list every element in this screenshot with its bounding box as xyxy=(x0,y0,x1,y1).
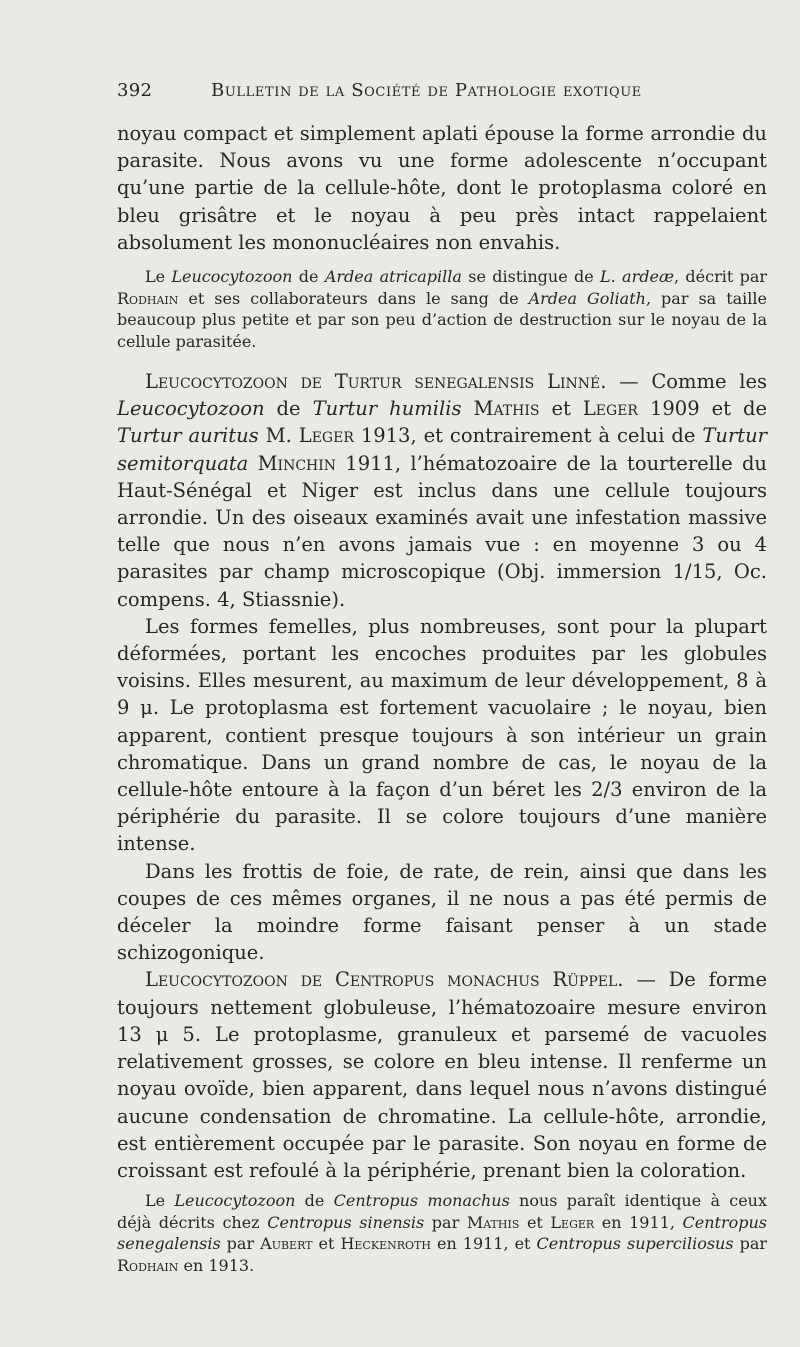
page-header xyxy=(117,80,677,110)
paragraph-continuation: noyau compact et simplement aplati épouse la forme arrondie du parasite. Nous avons vu une forme adolescente n’occupant qu’une partie de la cellule-hôte, dont le protoplasma coloré en bleu grisâtre et le noyau à peu près intact rappelaient absolument les mononucléaires non envahis. xyxy=(117,122,767,254)
running-title: Bulletin de la Société de Pathologie exotique xyxy=(211,80,642,101)
paragraph-centropus-note: Le Leucocytozoon de Centropus monachus nous paraît identique à ceux déjà décrits chez Centropus sinensis par Mathis et Leger en 1911, Centropus senegalensis par Aubert et Heckenroth en 1911, et Centropus superciliosus par Rodhain en 1913. xyxy=(117,1191,768,1275)
page-number: 392 xyxy=(117,80,153,101)
paragraph-smears: Dans les frottis de foie, de rate, de rein, ainsi que dans les coupes de ces mêmes organes, il ne nous a pas été permis de déceler la moindre forme faisant penser à un stade schizogonique. xyxy=(117,859,767,965)
section-centropus: Leucocytozoon de Centropus monachus Rüppel. — De forme toujours nettement globuleuse, l’hématozoaire mesure environ 13 μ 5. Le protoplasme, granuleux et parsemé de vacuoles relativement grosses, se colore en bleu intense. Il renferme un noyau ovoïde, bien apparent, dans lequel nous n’avons distingué aucune condensation de chromatine. La cellule-hôte, arrondie, est entièrement occupée par le parasite. Son noyau en forme de croissant est refoulé à la périphérie, prenant bien la coloration. xyxy=(117,968,767,1182)
section-heading-centropus: Leucocytozoon de Centropus monachus Rüppel. xyxy=(145,968,624,992)
paragraph-female-forms: Les formes femelles, plus nombreuses, sont pour la plupart déformées, portant les encoches produites par les globules voisins. Elles mesurent, au maximum de leur développement, 8 à 9 μ. Le protoplasma est fortement vacuolaire ; le noyau, bien apparent, contient presque toujours à son intérieur un grain chromatique. Dans un grand nombre de cas, le noyau de la cellule-hôte entoure à la façon d’un béret les 2/3 environ de la périphérie du parasite. Il se colore toujours d’une manière intense. xyxy=(117,614,767,856)
page-body xyxy=(117,120,767,1276)
section-heading-turtur: Leucocytozoon de Turtur senegalensis Linné. xyxy=(145,370,607,394)
section-turtur: Leucocytozoon de Turtur senegalensis Linné. — Comme les Leucocytozoon de Turtur humilis Mathis et Leger 1909 et de Turtur auritus M. Leger 1913, et contrairement à celui de Turtur semitorquata Minchin 1911, l’hématozoaire de la tourterelle du Haut-Sénégal et Niger est inclus dans une cellule toujours arrondie. Un des oiseaux examinés avait une infestation massive telle que nous n’en avons jamais vue : en moyenne 3 ou 4 parasites par champ microscopique (Obj. immersion 1/15, Oc. compens. 4, Stiassnie). xyxy=(117,370,767,611)
paragraph-ardea-note: Le Leucocytozoon de Ardea atricapilla se distingue de L. ardeæ, décrit par Rodhain et ses collaborateurs dans le sang de Ardea Goliath, par sa taille beaucoup plus petite et par son peu d’action de destruction sur le noyau de la cellule parasitée. xyxy=(117,267,768,351)
